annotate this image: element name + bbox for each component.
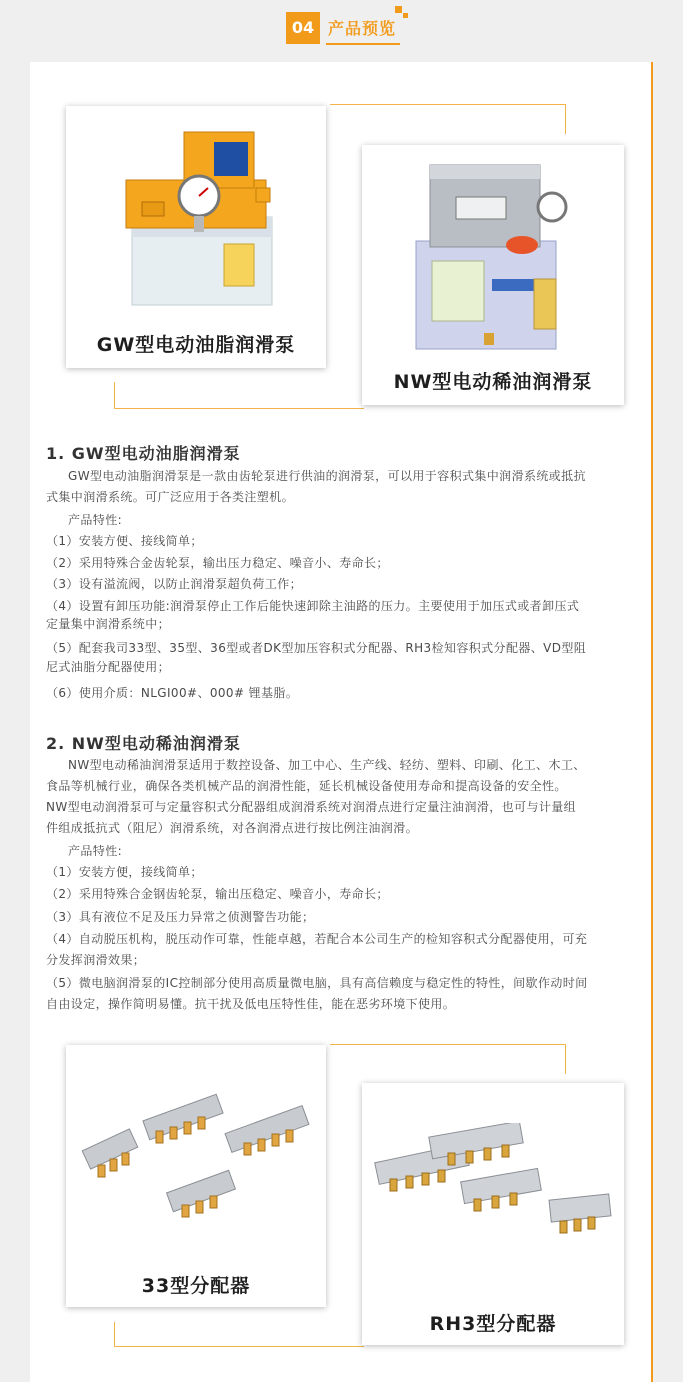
list-item: 尼式油脂分配器使用； <box>46 660 171 674</box>
list-item: 分发挥润滑效果； <box>46 953 146 967</box>
decor-line <box>330 1044 566 1045</box>
product-caption: 33型分配器 <box>141 1275 251 1297</box>
decor-square <box>403 13 408 18</box>
list-item: （4）自动脱压机构，脱压动作可靠，性能卓越，若配合本公司生产的检知容积式分配器使用，可充 <box>46 932 588 946</box>
decor-line <box>114 1322 115 1347</box>
decor-line <box>114 408 364 409</box>
product-card-nw-pump[interactable] <box>362 145 624 405</box>
section-heading: 2. NW型电动稀油润滑泵 <box>46 734 241 753</box>
section-header <box>0 0 683 60</box>
paragraph-line: GW型电动油脂润滑泵是一款由齿轮泵进行供油的润滑泵，可以用于容积式集中润滑系统或抵抗 <box>68 469 586 483</box>
paragraph-line: 产品特性: <box>68 513 123 527</box>
list-item: 定量集中润滑系统中； <box>46 617 171 631</box>
gw-pump-image <box>96 112 296 312</box>
decor-square <box>395 6 402 13</box>
paragraph-line: NW型电动润滑泵可与定量容积式分配器组成润滑系统对润滑点进行定量注油润滑，也可与计量组 <box>46 800 577 814</box>
section-number: 04 <box>286 12 320 44</box>
list-item: （2）采用特殊合金齿轮泵，输出压力稳定、噪音小、寿命长； <box>46 556 389 570</box>
list-item: （2）采用特殊合金钢齿轮泵，输出压稳定、噪音小，寿命长； <box>46 887 389 901</box>
decor-line <box>330 104 566 105</box>
decor-line <box>565 1044 566 1074</box>
list-item: （3）设有溢流阀，以防止润滑泵超负荷工作； <box>46 577 303 591</box>
decor-line <box>114 1346 364 1347</box>
paragraph-line: NW型电动稀油润滑泵适用于数控设备、加工中心、生产线、轻纺、塑料、印刷、化工、木工、 <box>68 758 586 772</box>
list-item: （4）设置有卸压功能:润滑泵停止工作后能快速卸除主油路的压力。主要使用于加压式或者卸压式 <box>46 599 580 613</box>
nw-pump-image <box>392 153 592 353</box>
decor-line <box>565 104 566 134</box>
list-item: （6）使用介质：NLGI00#、000# 锂基脂。 <box>46 686 299 700</box>
list-item: （1）安装方便，接线简单； <box>46 865 203 879</box>
list-item: （5）配套我司33型、35型、36型或者DK型加压容积式分配器、RH3检知容积式分配器、VD型阻 <box>46 641 587 655</box>
decor-line <box>114 382 115 409</box>
paragraph-line: 式集中润滑系统。可广泛应用于各类注塑机。 <box>46 490 295 504</box>
product-caption: RH3型分配器 <box>429 1313 557 1335</box>
section-title: 产品预览 <box>326 16 400 45</box>
33-distributor-image <box>76 1085 316 1245</box>
paragraph-line: 食品等机械行业，确保各类机械产品的润滑性能，延长机械设备使用寿命和提高设备的安全性。 <box>46 779 567 793</box>
list-item: （3）具有液位不足及压力异常之侦测警告功能； <box>46 910 315 924</box>
rh3-distributor-image <box>370 1123 616 1273</box>
product-caption: GW型电动油脂润滑泵 <box>96 334 296 356</box>
product-caption: NW型电动稀油润滑泵 <box>393 371 593 393</box>
list-item: （1）安装方便、接线简单； <box>46 534 203 548</box>
section-heading: 1. GW型电动油脂润滑泵 <box>46 444 241 463</box>
card-accent-line <box>651 62 653 1382</box>
product-card-gw-pump[interactable] <box>66 106 326 368</box>
product-card-rh3-distributor[interactable] <box>362 1083 624 1345</box>
product-card-33-distributor[interactable] <box>66 1045 326 1307</box>
paragraph-line: 产品特性: <box>68 844 123 858</box>
list-item: （5）微电脑润滑泵的IC控制部分使用高质量微电脑，具有高信赖度与稳定性的特性，间歇作动时间 <box>46 976 588 990</box>
list-item: 自由设定，操作简明易懂。抗干扰及低电压特性佳，能在恶劣环境下使用。 <box>46 997 456 1011</box>
paragraph-line: 件组成抵抗式（阻尼）润滑系统，对各润滑点进行按比例注油润滑。 <box>46 821 419 835</box>
